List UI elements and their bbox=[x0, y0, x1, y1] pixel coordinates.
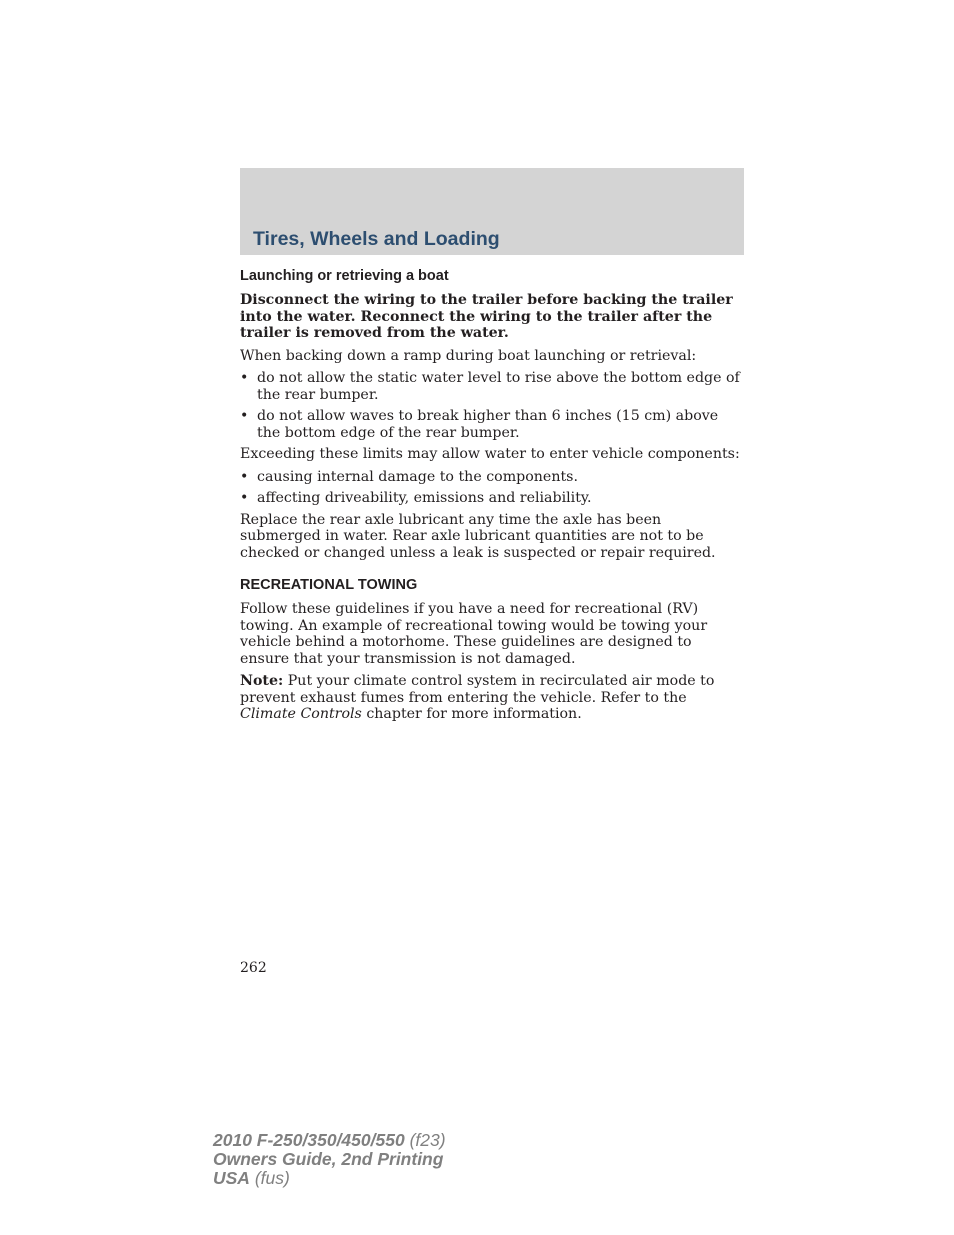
footer-market: USA bbox=[213, 1168, 250, 1188]
bullet-icon: • bbox=[240, 408, 249, 424]
bullet-icon: • bbox=[240, 468, 249, 485]
note-tail: chapter for more information. bbox=[361, 706, 582, 722]
document-footer bbox=[213, 1131, 446, 1188]
list-item bbox=[240, 469, 744, 486]
footer-model: 2010 F-250/350/450/550 bbox=[213, 1130, 405, 1150]
boat-intro: When backing down a ramp during boat launching or retrieval: bbox=[240, 347, 697, 364]
axle-lubricant-text: Replace the rear axle lubricant any time the axle has been submerged in water. Rear axle lubricant quantities are not to be checked or changed unless a leak is suspected or repair required. bbox=[240, 511, 716, 561]
note-label: Note: bbox=[240, 673, 284, 689]
section-title: Tires, Wheels and Loading bbox=[253, 228, 500, 250]
note-text: Put your climate control system in recirculated air mode to prevent exhaust fumes from entering the vehicle. Refer to the bbox=[240, 673, 715, 706]
exceeding-limits-text: Exceeding these limits may allow water to enter vehicle components: bbox=[240, 446, 740, 462]
footer-line-edition: Owners Guide, 2nd Printing bbox=[213, 1149, 444, 1169]
list-item-text: affecting driveability, emissions and reliability. bbox=[257, 490, 592, 506]
footer-market-code: (fus) bbox=[249, 1168, 290, 1188]
footer-model-code: (f23) bbox=[404, 1130, 446, 1150]
towing-heading: RECREATIONAL TOWING bbox=[240, 577, 418, 593]
list-item bbox=[240, 490, 744, 507]
climate-controls-reference: Climate Controls bbox=[240, 706, 362, 722]
bullet-icon: • bbox=[240, 490, 249, 506]
list-item bbox=[240, 408, 744, 441]
boat-heading: Launching or retrieving a boat bbox=[240, 268, 449, 284]
effects-bullet-list bbox=[240, 469, 744, 507]
towing-note bbox=[240, 673, 744, 723]
page-content bbox=[240, 266, 744, 729]
list-item bbox=[240, 370, 744, 403]
footer-line-market bbox=[213, 1169, 446, 1188]
page-number: 262 bbox=[240, 960, 267, 976]
list-item-text: do not allow the static water level to rise above the bottom edge of the rear bumper. bbox=[257, 370, 740, 403]
list-item-text: causing internal damage to the components. bbox=[257, 468, 578, 485]
section-header-band bbox=[240, 168, 744, 255]
towing-intro: Follow these guidelines if you have a need for recreational (RV) towing. An example of recreational towing would be towing your vehicle behind a motorhome. These guidelines are designed to ensure that your transmission is not damaged. bbox=[240, 601, 708, 667]
boat-bullet-list bbox=[240, 370, 744, 441]
bullet-icon: • bbox=[240, 370, 249, 386]
footer-line-model bbox=[213, 1131, 446, 1150]
boat-warning: Disconnect the wiring to the trailer before backing the trailer into the water. Reconnect the wiring to the trailer after the trailer is removed from the water. bbox=[240, 292, 733, 341]
list-item-text: do not allow waves to break higher than 6 inches (15 cm) above the bottom edge of the rear bumper. bbox=[257, 408, 719, 441]
